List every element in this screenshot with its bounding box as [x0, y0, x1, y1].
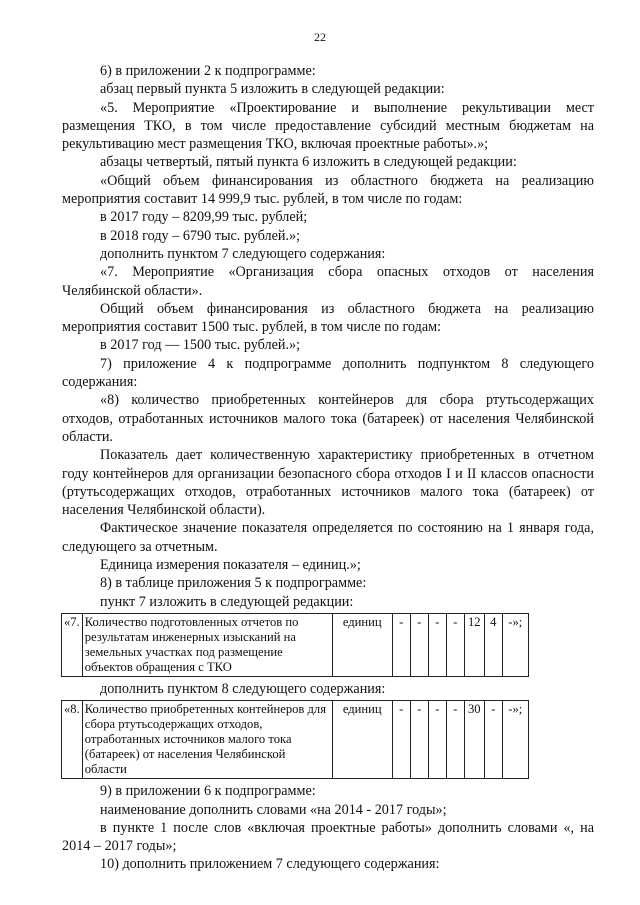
page-number: 22: [314, 30, 326, 44]
indicator-name: Количество приобретенных контейнеров для сбора ртутьсодержащих отходов, отработанных источников малого тока (батареек) от населения Челябинской области: [82, 701, 332, 779]
value-cell: -: [392, 701, 410, 779]
paragraph: 10) дополнить приложением 7 следующего содержания:: [100, 856, 440, 873]
document-body: [62, 62, 594, 874]
value-cell: -: [484, 701, 502, 779]
value-cell: -: [410, 701, 428, 779]
unit-cell: единиц: [332, 701, 392, 779]
paragraph: в 2018 году – 6790 тыс. рублей.»;: [100, 227, 301, 244]
table-point-7: [61, 613, 529, 677]
paragraphs-top: [62, 62, 594, 611]
paragraph: 9) в приложении 6 к подпрограмме:: [100, 783, 316, 800]
value-cell: -: [428, 701, 446, 779]
table-row: [62, 613, 529, 676]
paragraph: Фактическое значение показателя определяется по состоянию на 1 января года, следующего за отчетным.: [62, 520, 594, 555]
paragraph: «5. Мероприятие «Проектирование и выполнение рекультивации мест размещения ТКО, в том числе предоставление субсидий местным бюджетам на рекультивацию мест размещения ТКО, включая проектные работы».»;: [62, 99, 594, 153]
indicator-name: Количество подготовленных отчетов по результатам инженерных изысканий на земельных участках под размещение объектов обращения с ТКО: [82, 613, 332, 676]
value-cell: -: [392, 613, 410, 676]
paragraph: «8) количество приобретенных контейнеров для сбора ртутьсодержащих отходов, отработанных источников малого тока (батареек) от населения Челябинской области.: [62, 392, 594, 445]
unit-cell: единиц: [332, 613, 392, 676]
row-number: «8.: [62, 701, 83, 779]
table-point-7-wrap: [62, 613, 594, 677]
value-cell: 30: [464, 701, 484, 779]
paragraph: Показатель дает количественную характеристику приобретенных в отчетном году контейнеров для организации безопасного сбора отходов I и II классов опасности (ртутьсодержащих отходов, отработанных источников малого тока (батареек) от населения Челябинской области).: [62, 447, 594, 519]
paragraph: 6) в приложении 2 к подпрограмме:: [100, 63, 316, 79]
value-cell: -: [446, 701, 464, 779]
table-point-8-wrap: [62, 700, 594, 779]
paragraph: дополнить пунктом 7 следующего содержания:: [100, 245, 386, 262]
paragraph: дополнить пунктом 8 следующего содержания:: [100, 680, 386, 697]
tail-cell: -»;: [502, 701, 528, 779]
paragraph: «Общий объем финансирования из областного бюджета на реализацию мероприятия составит 14 999,9 тыс. рублей, в том числе по годам:: [62, 172, 594, 208]
paragraphs-bottom: [62, 782, 594, 873]
paragraph: «7. Мероприятие «Организация сбора опасных отходов от населения Челябинской области».: [62, 264, 594, 299]
paragraph: в 2017 году – 8209,99 тыс. рублей;: [100, 209, 308, 226]
paragraph: в 2017 год — 1500 тыс. рублей.»;: [100, 337, 301, 354]
paragraph: 8) в таблице приложения 5 к подпрограмме:: [100, 575, 367, 592]
row-number: «7.: [62, 613, 83, 676]
paragraph: абзацы четвертый, пятый пункта 6 изложить в следующей редакции:: [100, 154, 517, 171]
tail-cell: -»;: [502, 613, 528, 676]
paragraph: абзац первый пункта 5 изложить в следующей редакции:: [100, 81, 445, 98]
paragraph: 7) приложение 4 к подпрограмме дополнить подпунктом 8 следующего содержания:: [62, 355, 594, 391]
paragraph: наименование дополнить словами «на 2014 - 2017 годы»;: [100, 801, 447, 818]
value-cell: -: [410, 613, 428, 676]
paragraph: Общий объем финансирования из областного бюджета на реализацию мероприятия составит 1500 тыс. рублей, в том числе по годам:: [62, 300, 594, 336]
value-cell: -: [446, 613, 464, 676]
table-point-8: [61, 700, 529, 779]
value-cell: 4: [484, 613, 502, 676]
value-cell: -: [428, 613, 446, 676]
paragraph: в пункте 1 после слов «включая проектные работы» дополнить словами «, на 2014 – 2017 годы»;: [62, 819, 594, 855]
paragraph: Единица измерения показателя – единиц.»;: [100, 557, 361, 574]
paragraph: пункт 7 изложить в следующей редакции:: [100, 593, 354, 610]
value-cell: 12: [464, 613, 484, 676]
table-row: [62, 701, 529, 779]
